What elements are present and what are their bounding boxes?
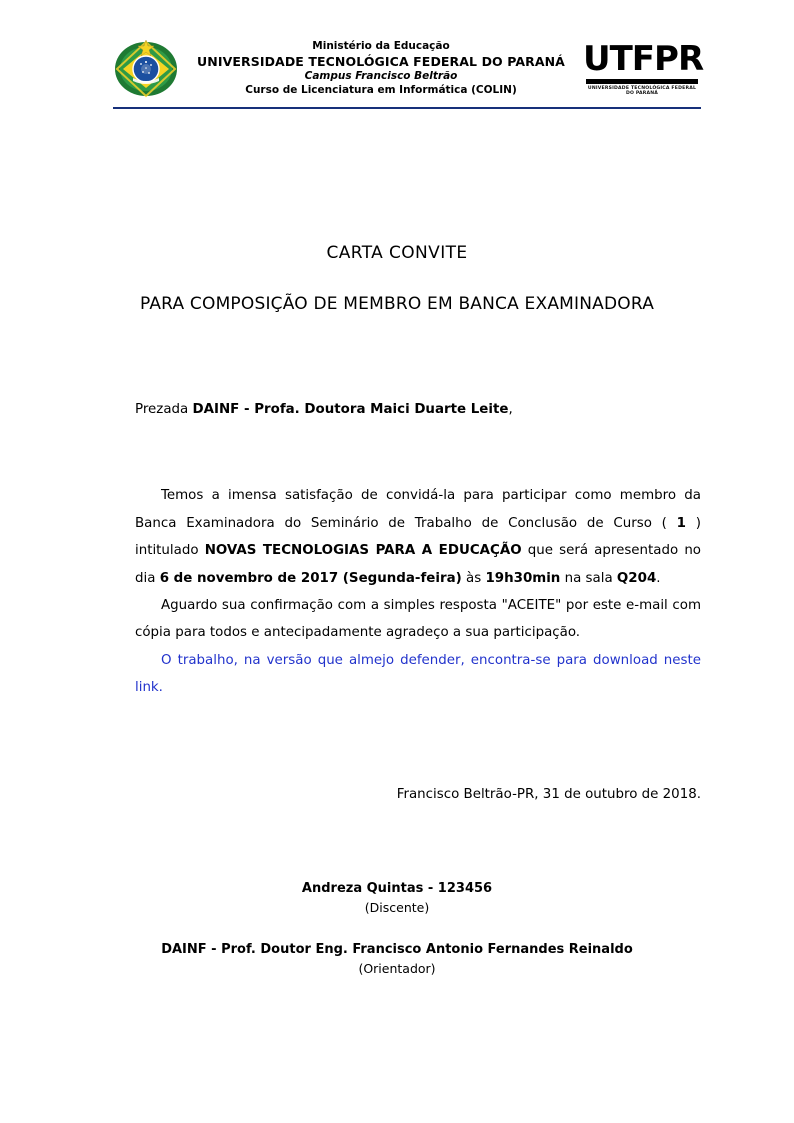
paragraph-confirmation: Aguardo sua confirmação com a simples resposta "ACEITE" por este e-mail com cópia para todos e antecipadamente agradeço a sua participação. [135,597,701,641]
paragraph-invitation [135,482,701,592]
p1-text-5: na sala [560,570,617,586]
salutation-prefix: Prezada [135,402,193,417]
place-and-date: Francisco Beltrão-PR, 31 de outubro de 2018. [396,787,701,802]
p1-text-2: ) intitulado [135,515,701,559]
p1-text-6: . [656,570,661,586]
salutation-suffix: , [508,402,513,417]
p1-text-1: Temos a imensa satisfação de convidá-la para participar como membro da Banca Examinadora do Seminário de Trabalho de Conclusão de Curso ( [135,488,701,531]
brazil-coat-of-arms-icon [113,38,179,100]
signature-student [0,880,794,917]
p1-text-3: que será apresentado no dia [135,543,702,586]
download-link[interactable]: O trabalho, na versão que almejo defender, encontra-se para download neste link. [135,652,701,696]
seminar-number: 1 [676,515,686,531]
signature-advisor [0,941,794,978]
signature-advisor-name: DAINF - Prof. Doutor Eng. Francisco Antonio Fernandes Reinaldo [161,941,633,957]
utfpr-logo-text: UTFPR [583,39,704,79]
utfpr-logo-bar [586,79,698,84]
signature-student-role: (Discente) [364,899,430,915]
utfpr-logo [583,39,704,96]
presentation-date: 6 de novembro de 2017 (Segunda-feira) [159,570,462,586]
header-ministry: Ministério da Educação [312,39,450,52]
signature-block [0,880,794,978]
header-course: Curso de Licenciatura em Informática (COLIN) [245,84,517,97]
utfpr-logo-caption: UNIVERSIDADE TECNOLÓGICA FEDERAL DO PARANÁ [587,86,697,96]
salutation [135,400,701,420]
page-title: CARTA CONVITE [326,243,468,263]
signature-student-name: Andreza Quintas - 123456 [301,881,493,896]
work-title: NOVAS TECNOLOGIAS PARA A EDUCAÇÃO [204,543,522,559]
signature-advisor-role: (Orientador) [358,960,436,976]
p1-text-4: às [461,570,486,586]
header-divider [113,107,701,109]
page-subtitle: PARA COMPOSIÇÃO DE MEMBRO EM BANCA EXAMINADORA [139,294,655,314]
salutation-name: DAINF - Profa. Doutora Maici Duarte Leite [192,402,509,417]
presentation-time: 19h30min [485,570,561,586]
document-header [113,32,704,106]
header-university: UNIVERSIDADE TECNOLÓGICA FEDERAL DO PARANÁ [197,53,565,69]
header-campus: Campus Francisco Beltrão [304,70,458,83]
presentation-room: Q204 [616,570,657,586]
letter-body [135,400,701,702]
signature-spacer [0,917,794,941]
header-institution-text [179,40,583,98]
